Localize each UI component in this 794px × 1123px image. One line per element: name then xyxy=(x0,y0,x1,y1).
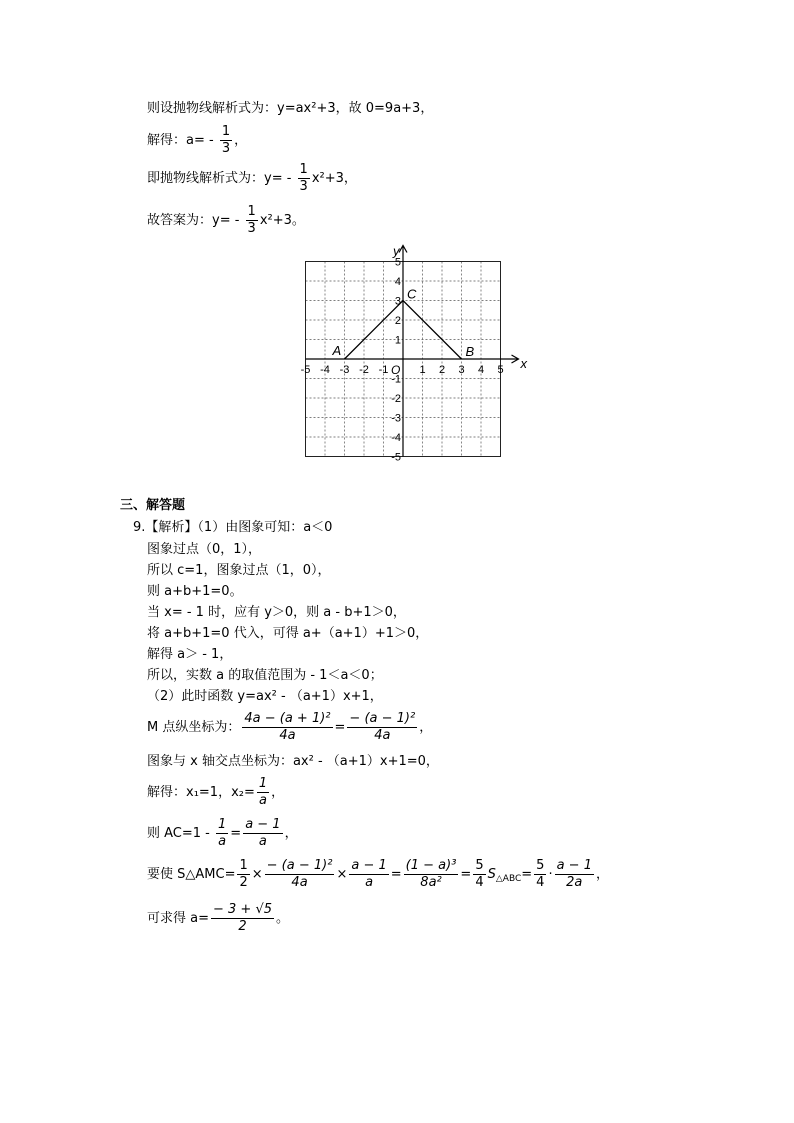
result-line: 可求得 a= $\frac{- 3 + √5}{2}$ 。 xyxy=(147,902,290,934)
fraction: $\frac{a - 1}{a}$ xyxy=(245,817,281,849)
question-number: 9. xyxy=(133,520,146,535)
fraction: $\frac{\text{− (a − 1)²}}{4a}$ xyxy=(349,711,416,743)
x-tick-label: 4 xyxy=(477,364,485,376)
solution-line: 将 a+b+1=0 代入，可得 a+（a+1）+1＞0， xyxy=(147,626,429,641)
ac-length-line: 则 AC=1 - $\frac{1}{a}$ = $\frac{a - 1}{a}$ ， xyxy=(147,817,298,849)
fraction-one-third: $\frac{1}{3}$ xyxy=(221,124,231,156)
solution-line: 解得 a＞ - 1， xyxy=(147,647,233,662)
x-tick-label: -4 xyxy=(320,364,330,376)
tick-labels xyxy=(301,257,504,464)
origin-label: O xyxy=(391,363,401,377)
y-tick-label: -2 xyxy=(391,393,401,405)
roots-line: 解得：x₁=1，x₂= $\frac{1}{a}$ ， xyxy=(147,776,285,808)
solve-a-line: 解得：a= - $\frac{1}{3}$ ， xyxy=(147,124,248,156)
y-tick-label: -5 xyxy=(391,451,401,464)
question-9-line: 9.【解析】（1）由图象可知：a＜0 xyxy=(133,520,333,535)
fraction: $\frac{a - 1}{2a}$ xyxy=(556,858,592,890)
fraction: $\frac{1}{a}$ xyxy=(218,817,227,849)
fraction: $\frac{1}{2}$ xyxy=(239,858,248,890)
fraction: $\frac{5}{4}$ xyxy=(475,858,484,890)
solution-line: 则 a+b+1=0。 xyxy=(147,584,243,599)
solution-line: 当 x= - 1 时，应有 y＞0，则 a - b+1＞0， xyxy=(147,605,406,620)
point-label-c: C xyxy=(407,286,417,302)
point-label-a: A xyxy=(332,343,342,358)
x-tick-label: -1 xyxy=(378,364,389,376)
x-tick-label: 3 xyxy=(458,364,465,376)
x-tick-label: 1 xyxy=(419,364,426,376)
x-tick-label: -3 xyxy=(339,364,350,376)
fraction: $\frac{1}{a}$ xyxy=(258,776,268,808)
fraction: $\frac{\text{− (a − 1)²}}{4a}$ xyxy=(266,858,333,890)
y-tick-label: -4 xyxy=(391,432,401,444)
x-tick-label: 2 xyxy=(438,364,446,376)
solution-line: （2）此时函数 y=ax² - （a+1）x+1， xyxy=(147,689,383,704)
coordinate-graph xyxy=(290,240,530,465)
section-heading: 三、解答题 xyxy=(120,498,186,513)
y-tick-label: 3 xyxy=(394,295,401,308)
y-tick-label: 5 xyxy=(394,256,401,269)
analysis-tag: 【解析】 xyxy=(145,520,198,535)
fraction: $\frac{5}{4}$ xyxy=(536,858,545,890)
x-tick-label: -2 xyxy=(359,364,369,376)
y-tick-label: 2 xyxy=(394,315,401,327)
fraction-one-third: $\frac{1}{3}$ xyxy=(247,204,256,236)
fraction: $\frac{- 3 + √5}{2}$ xyxy=(213,902,273,934)
solution-line: 图象过点（0，1）， xyxy=(147,542,262,557)
point-label-b: B xyxy=(465,344,475,359)
y-tick-label: 4 xyxy=(394,276,401,288)
m-coordinate-line: M 点纵坐标为： $\frac{\text{4a − (a + 1)²}}{4a}$ = $\frac{\text{− (a − 1)²}}{4a}$ ， xyxy=(147,711,433,743)
parabola-expression-line: 即抛物线解析式为：y= - $\frac{1}{3}$ x²+3， xyxy=(147,162,357,194)
x-axis-label: x xyxy=(520,356,527,371)
solution-line: 所以，实数 a 的取值范围为 - 1＜a＜0； xyxy=(147,668,383,683)
y-tick-label: 1 xyxy=(394,334,401,347)
fraction-one-third: $\frac{1}{3}$ xyxy=(299,162,308,194)
solution-line: 所以 c=1，图象过点（1，0）， xyxy=(147,563,331,578)
area-equation-line: 要使 S△AMC= $\frac{1}{2}$ × $\frac{\text{− (a − 1)²}}{4a}$ × $\frac{a - 1}{a}$ = $\frac{\text{(1 − a)³}}{\text{8a²}}$ = $\frac{5}{4}$ $S_{\triangle ABC}=$ $\frac{5}{4}$ · $\frac{a - 1}{2a}$ ， xyxy=(147,858,609,890)
fraction: $\frac{\text{4a − (a + 1)²}}{4a}$ xyxy=(244,711,331,743)
solve-a-prefix: 解得：a= - xyxy=(147,133,218,148)
fraction: $\frac{a - 1}{a}$ xyxy=(351,858,387,890)
parabola-setup-line: 则设抛物线解析式为：y=ax²+3，故 0=9a+3， xyxy=(147,101,434,116)
y-tick-label: -3 xyxy=(391,412,401,425)
intersection-line: 图象与 x 轴交点坐标为：ax² - （a+1）x+1=0， xyxy=(147,754,439,769)
answer-line: 故答案为：y= - $\frac{1}{3}$ x²+3。 xyxy=(147,204,305,236)
fraction: $\frac{\text{(1 − a)³}}{\text{8a²}}$ xyxy=(405,858,457,890)
y-axis-label: y xyxy=(393,243,400,259)
y-tick-label: -1 xyxy=(391,373,401,386)
x-tick-label: -5 xyxy=(300,364,311,376)
x-tick-label: 5 xyxy=(497,364,504,376)
